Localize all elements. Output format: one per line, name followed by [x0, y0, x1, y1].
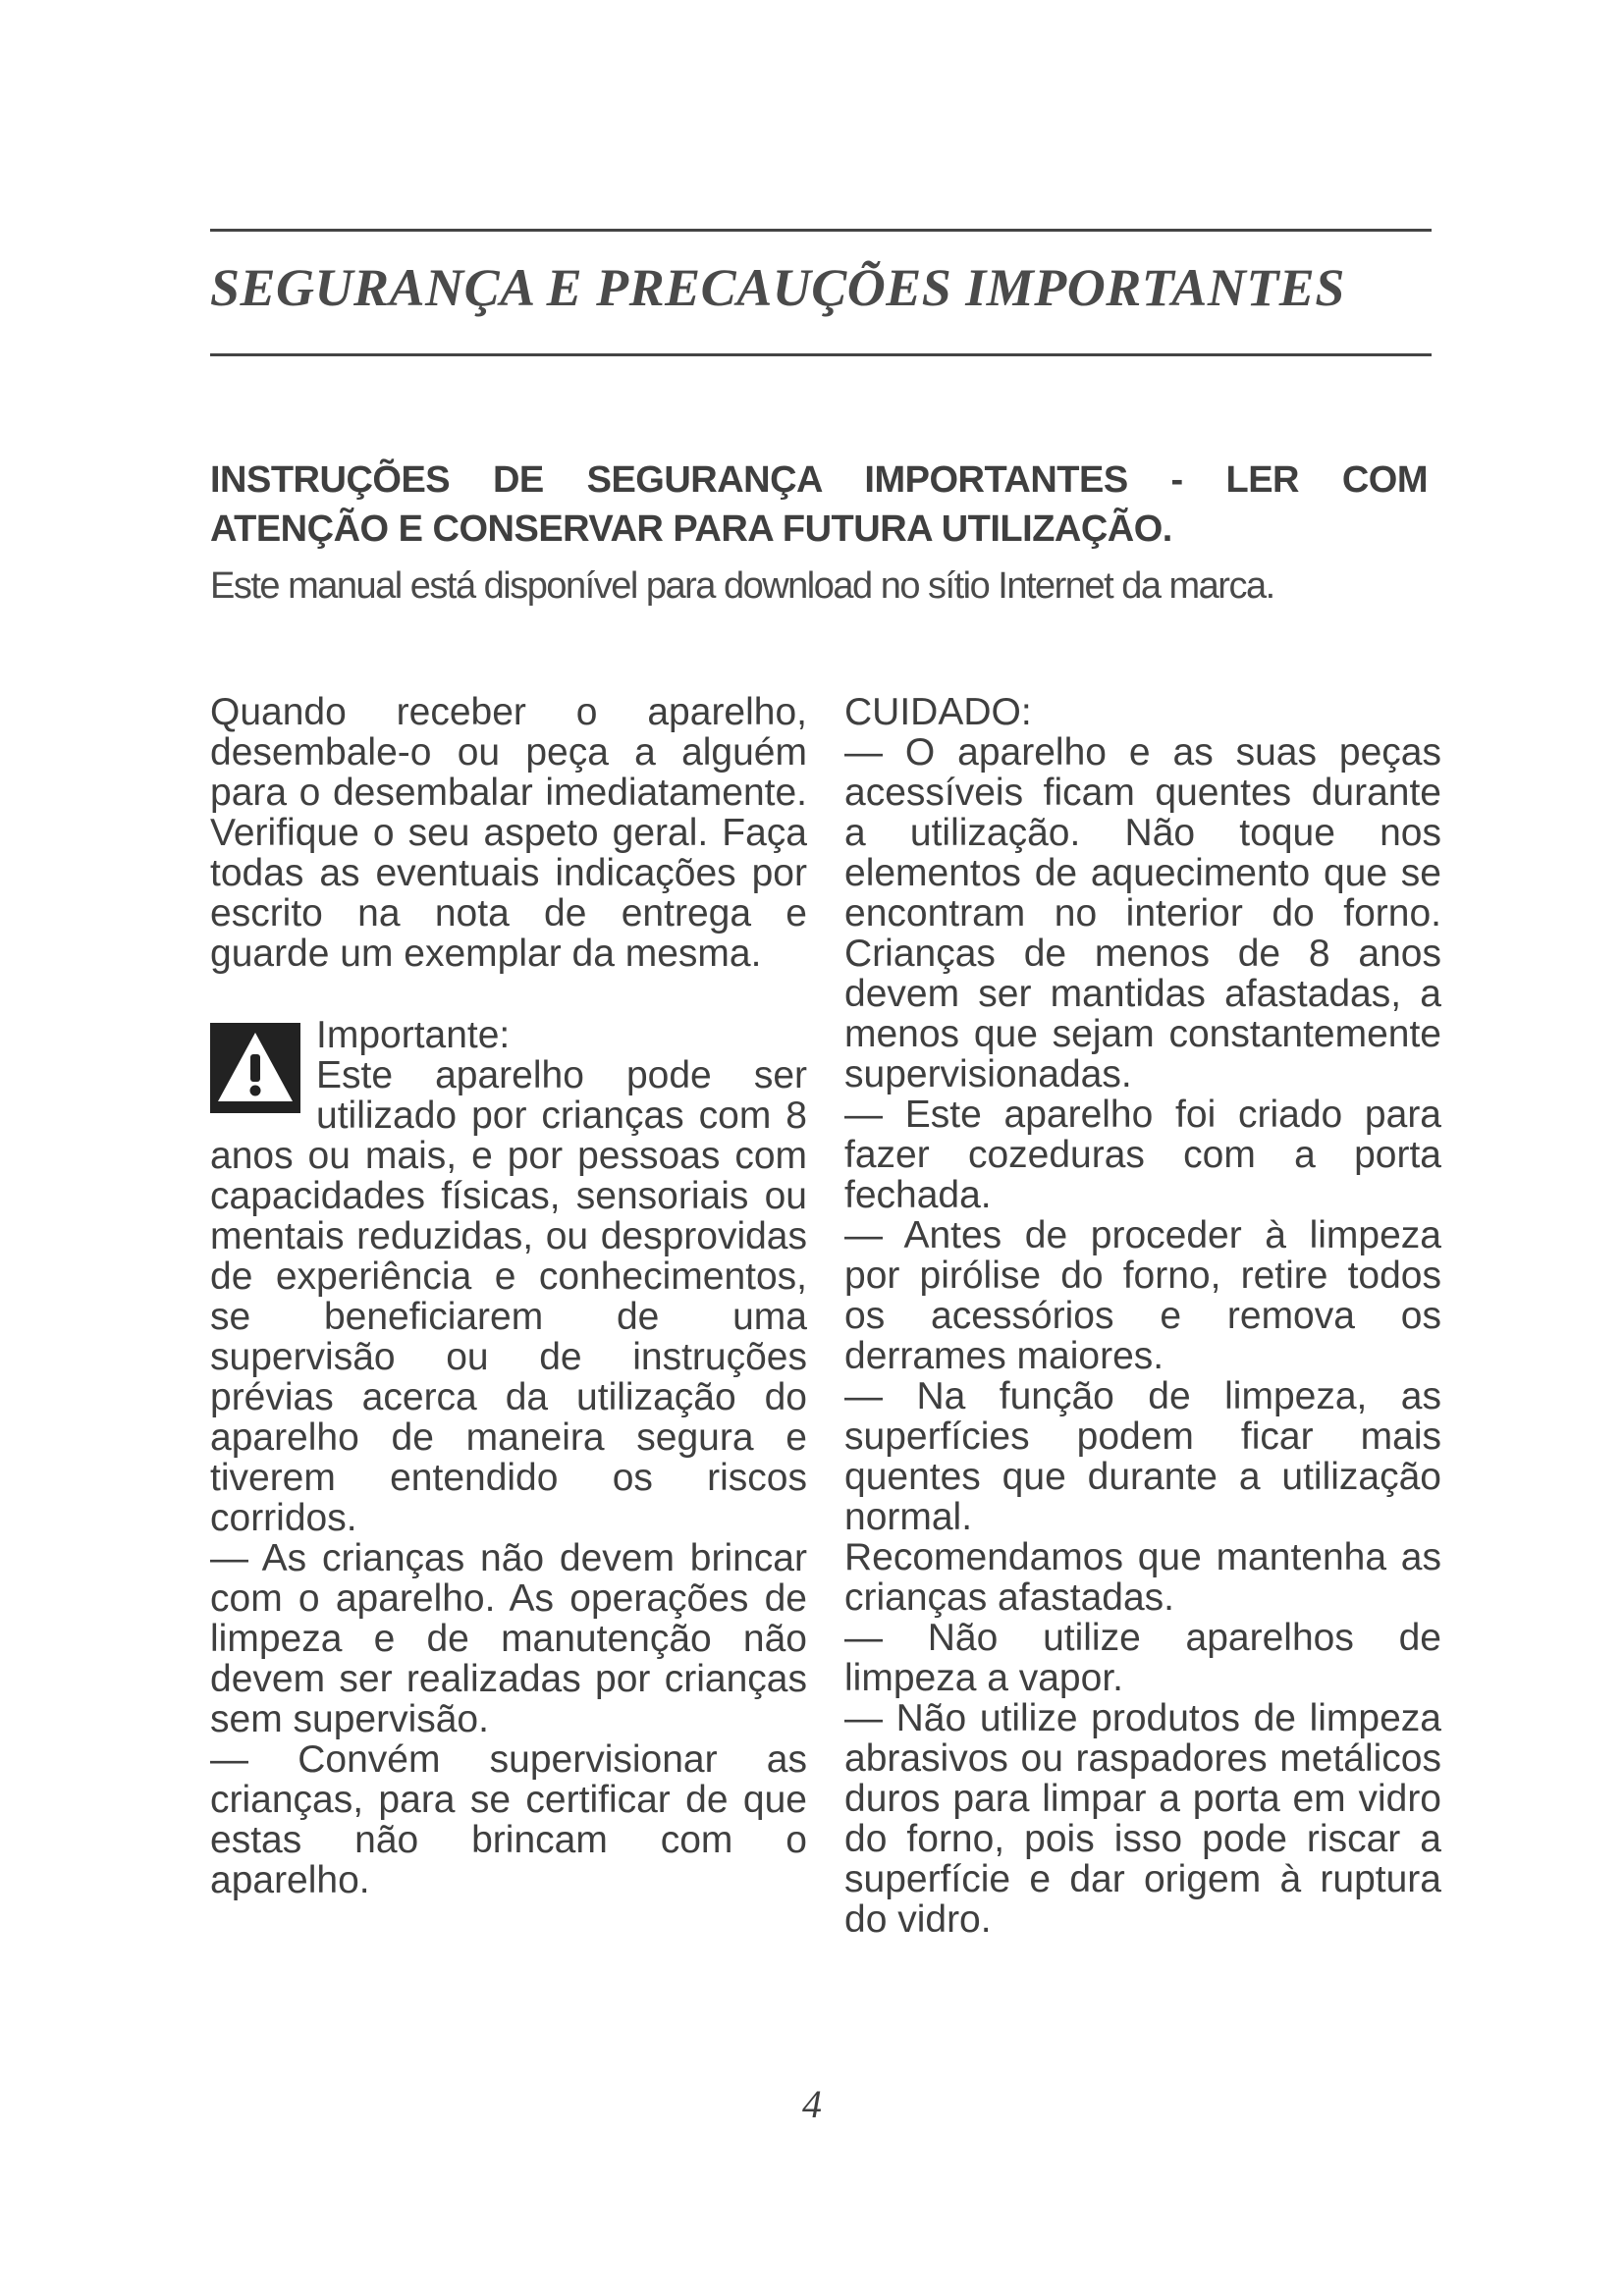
- bottom-divider: [210, 353, 1432, 356]
- supervise-children-warning: — Convém supervisionar as crianças, para se certificar de que estas não brincam com o aparelho.: [210, 1738, 807, 1901]
- safety-instructions-heading: [210, 455, 1428, 554]
- instructions-line-2: ATENÇÃO E CONSERVAR PARA FUTURA UTILIZAÇÃO.: [210, 508, 1172, 550]
- download-note: Este manual está disponível para download no sítio Internet da marca.: [210, 565, 1274, 607]
- cleaning-hot-surfaces-warning: — Na função de limpeza, as superfícies podem ficar mais quentes que durante a utilização normal.: [844, 1375, 1441, 1538]
- page-title: SEGURANÇA E PRECAUÇÕES IMPORTANTES: [210, 258, 1345, 317]
- left-column: [210, 692, 807, 1900]
- no-steam-cleaner-warning: — Não utilize aparelhos de limpeza a vapor.: [844, 1617, 1441, 1699]
- receiving-instructions: Quando receber o aparelho, desembale-o ou peça a alguém para o desembalar imediatamente. Verifique o seu aspeto geral. Faça todas as eventuais indicações por escrito na nota de entrega e guarde um exemplar da mesma.: [210, 691, 807, 975]
- no-abrasive-cleaner-warning: — Não utilize produtos de limpeza abrasivos ou raspadores metálicos duros para limpar a porta em vidro do forno, pois isso pode riscar a superfície e dar origem à ruptura do vidro.: [844, 1697, 1441, 1941]
- caution-label: CUIDADO:: [844, 691, 1032, 733]
- children-play-warning: — As crianças não devem brincar com o aparelho. As operações de limpeza e de manutenção não devem ser realizadas por crianças sem supervisão.: [210, 1537, 807, 1740]
- page-number: 4: [802, 2082, 822, 2126]
- warning-triangle-icon: [210, 1023, 300, 1113]
- door-closed-note: — Este aparelho foi criado para fazer cozeduras com a porta fechada.: [844, 1094, 1441, 1216]
- instructions-line-1: INSTRUÇÕES DE SEGURANÇA IMPORTANTES - LER COM: [210, 459, 1428, 501]
- right-column: [844, 692, 1441, 1940]
- top-divider: [210, 229, 1432, 232]
- hot-parts-warning: — O aparelho e as suas peças acessíveis ficam quentes durante a utilização. Não toque nos elementos de aquecimento que se encontram no interior do forno. Crianças de menos de 8 anos devem ser mantidas afastadas, a menos que sejam constantemente supervisionadas.: [844, 731, 1441, 1095]
- pyrolysis-cleaning-note: — Antes de proceder à limpeza por pirólise do forno, retire todos os acessórios e remova os derrames maiores.: [844, 1214, 1441, 1377]
- important-notice: [210, 1015, 807, 1538]
- important-label: Importante:: [316, 1014, 511, 1056]
- important-text: Este aparelho pode ser utilizado por crianças com 8 anos ou mais, e por pessoas com capacidades físicas, sensoriais ou mentais reduzidas, ou desprovidas de experiência e conhecimentos, se beneficiarem de uma supervisão ou de instruções prévias acerca da utilização do aparelho de maneira segura e tiverem entendido os riscos corridos.: [210, 1054, 807, 1539]
- keep-children-away-note: Recomendamos que mantenha as crianças afastadas.: [844, 1536, 1441, 1619]
